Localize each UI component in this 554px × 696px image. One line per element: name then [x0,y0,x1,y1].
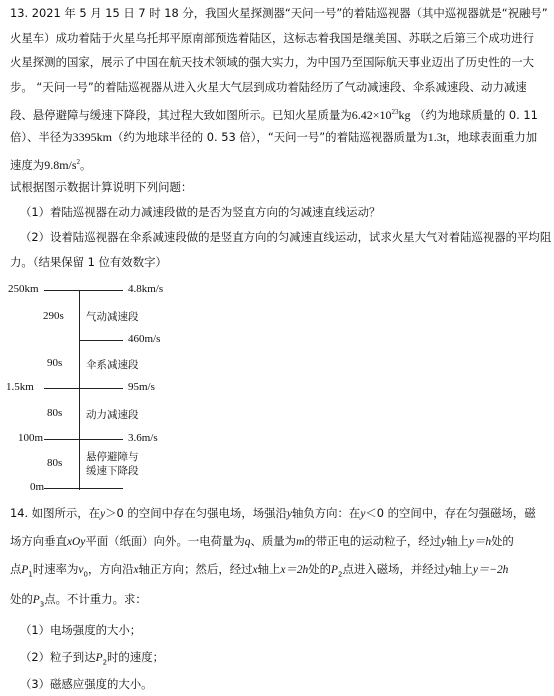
q14-line-4: 处的$P_3$点。不计重力。求： [10,592,147,609]
diagram-line-460 [79,340,123,341]
speed-label: 4.8km/s [128,283,164,295]
q13-text: 段、悬停避障与缓速下降段，其过程大致如图所示。已知火星质量为 [10,108,352,122]
stage-label: 悬停避障与 [86,451,139,463]
q13-text: 13. 2021 年 5 月 15 日 7 时 18 分，我国火星探测器“天问一号”的着陆巡视器（其中巡视器就是“祝融号” [10,6,548,20]
duration-label: 80s [47,457,63,469]
height-label: 0m [30,481,45,493]
q14-line-2: 场方向垂直xOy平面（纸面）向外。一电荷量为q、质量为m的带正电的运动粒子，经过y轴上y＝h处的 [10,534,514,548]
diagram-axis [79,290,80,490]
q13-text: 火星车）成功着陆于火星乌托邦平原南部预选着陆区，这标志着我国是继美国、苏联之后第三个成功进行 [10,31,534,45]
q13-line-7: 速度为$9.8m/s^2$。 [10,158,92,172]
speed-label: 3.6m/s [128,432,158,444]
height-label: 100m [18,432,44,444]
q13-text: 步。 “天问一号”的着陆巡视器从进入火星大气层到成功着陆经历了气动减速段、伞系减速段、动力减速 [10,80,527,94]
duration-label: 290s [43,310,64,322]
diagram-line-0m [44,488,123,489]
diagram-line-100m [44,439,123,440]
q13-prompt: 试根据图示数据计算说明下列问题： [10,180,193,194]
q13-line-5 [10,104,538,123]
descent-diagram [6,283,210,495]
speed-label: 95m/s [128,381,155,393]
q14-sub-1: （1）电场强度的大小； [20,623,142,637]
q13-text: 火星探测的国家，展示了中国在航天技术领域的强大实力，为中国乃至国际航天事业迈出了历史性的一大 [10,55,534,69]
q14-line-3: 点$P_1$时速率为$v_0$，方向沿x轴正方向；然后，经过x轴上x＝2h处的$P_2$点进入磁场，并经过y轴上y＝−2h [10,562,509,579]
q13-sub-2a: （2）设着陆巡视器在伞系减速段做的是竖直方向的匀减速直线运动，试求火星大气对着陆巡视器的平均阻 [20,230,552,244]
gravity-value: $9.8m/s^2$ [44,158,81,172]
q14-sub-2: （2）粒子到达$P_2$时的速度； [20,650,164,667]
height-label: 250km [8,283,39,295]
q13-text: （约为地球半径的 0. 53 倍），“天问一号”的着陆巡视器质量为 [112,130,428,144]
q13-line-3 [10,54,534,70]
q13-text: （约为地球质量的 0. 11 [414,108,538,122]
diagram-line-250km [44,290,123,291]
lander-mass: 1.3t [427,130,447,144]
q13-text: 倍）、半径为 [10,130,73,144]
q13-line-1 [10,5,548,21]
q13-text: ，地球表面重力加 [446,130,538,144]
q13-sub-1: （1）着陆巡视器在动力减速段做的是否为竖直方向的匀减速直线运动？ [20,205,381,219]
speed-label: 460m/s [128,333,161,345]
height-label: 1.5km [6,381,34,393]
stage-label: 缓速下降段 [86,465,139,477]
q13-text: 速度为 [10,158,45,172]
duration-label: 90s [47,357,63,369]
q13-line-2 [10,30,534,46]
mars-mass: $6.42\times 10^{23}kg$ [351,108,411,122]
duration-label: 80s [47,407,63,419]
diagram-line-1-5km [44,388,123,389]
stage-label: 气动减速段 [86,311,139,323]
stage-label: 动力减速段 [86,409,139,421]
q14-line-1: 14. 如图所示，在y＞0 的空间中存在匀强电场，场强沿y轴负方向：在y＜0 的空间中，存在匀强磁场，磁 [10,506,536,520]
q13-line-4 [10,79,527,95]
stage-label: 伞系减速段 [86,359,139,371]
q13-sub-2b: 力。（结果保留 1 位有效数字） [10,255,167,269]
q13-line-6 [10,129,537,145]
q14-sub-3: （3）磁感应强度的大小。 [20,677,153,691]
mars-radius: 3395km [72,130,112,144]
